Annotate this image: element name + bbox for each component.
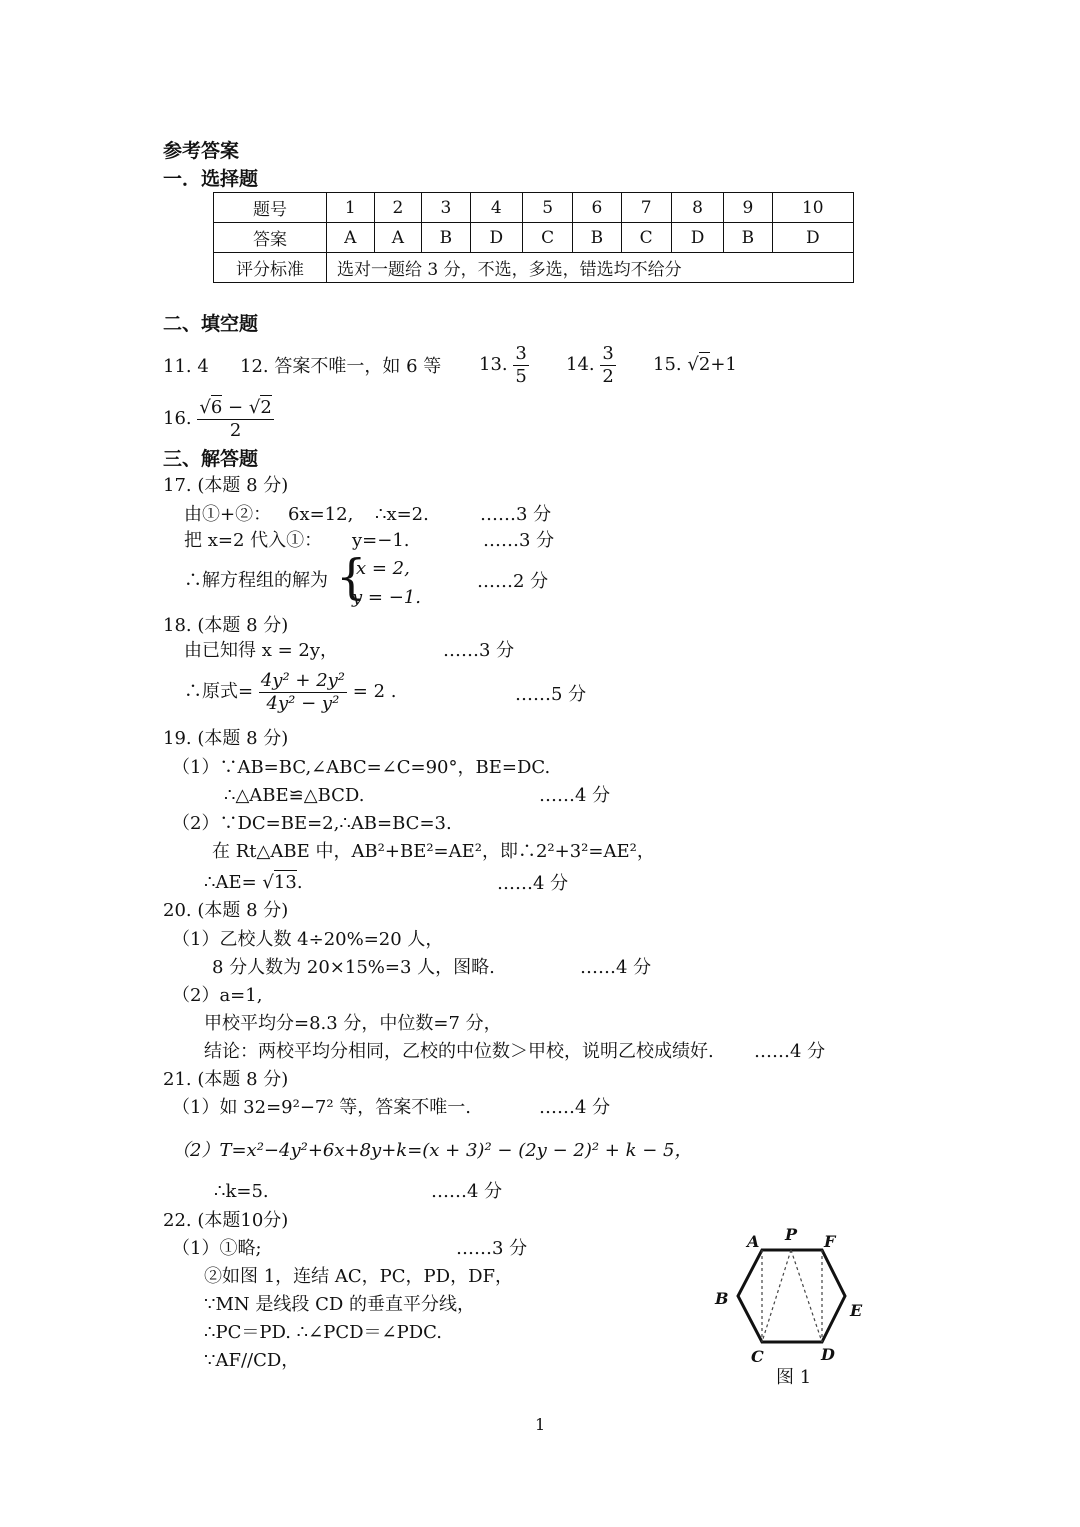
- label-a: A: [747, 1232, 760, 1251]
- page-title: 参考答案: [163, 140, 240, 162]
- question-number: 9: [724, 193, 772, 223]
- label-e: E: [850, 1301, 863, 1320]
- q22-title: 22. (本题10分): [163, 1210, 289, 1231]
- section1-heading: 一．选择题: [163, 168, 259, 190]
- question-number: 3: [422, 193, 470, 223]
- answer-cell: D: [671, 223, 723, 253]
- q19-part2-score: ……4 分: [497, 873, 569, 894]
- q18-step2-result: = 2 .: [352, 681, 397, 703]
- answer-cell: D: [772, 223, 853, 253]
- q19-part1-conclusion: ∴△ABE≌△BCD.: [224, 785, 365, 806]
- q14-denominator: 2: [602, 365, 614, 387]
- segment-pd: [791, 1250, 822, 1342]
- q19-part2-step: 在 Rt△ABE 中，AB²+BE²=AE²，即∴2²+3²=AE²，: [212, 841, 655, 862]
- q19-title: 19. (本题 8 分): [163, 728, 289, 749]
- question-number: 10: [772, 193, 853, 223]
- q22-step4: ∴PC＝PD. ∴∠PCD＝∠PDC.: [204, 1322, 443, 1343]
- q19-result-label: ∴AE=: [204, 872, 257, 893]
- q13-numerator: 3: [515, 343, 527, 364]
- q21-part2-result: ∴k=5.: [214, 1181, 269, 1202]
- q20-part2: （2）a=1,: [172, 985, 263, 1006]
- q20-title: 20. (本题 8 分): [163, 900, 289, 921]
- answer-cell: B: [422, 223, 470, 253]
- q12-answer: 12. 答案不唯一，如 6 等: [240, 356, 442, 377]
- sqrt-icon: √: [687, 354, 699, 375]
- q19-part2-result: [204, 874, 303, 892]
- q19-radicand: 13: [273, 872, 297, 893]
- q22-part1-score: ……3 分: [456, 1238, 528, 1259]
- q16-denominator: 2: [229, 419, 242, 441]
- answer-cell: C: [621, 223, 671, 253]
- q14-answer: [566, 343, 616, 387]
- q19-part1-score: ……4 分: [539, 785, 611, 806]
- q22-part1: （1）①略;: [172, 1238, 262, 1259]
- q17-step1-result: ∴x=2.: [375, 504, 429, 525]
- section3-heading: 三、解答题: [163, 448, 259, 470]
- q13-answer: [479, 343, 529, 387]
- label-b: B: [715, 1289, 729, 1308]
- q17-step2-eq: y=−1.: [352, 530, 410, 551]
- q11-answer: 11. 4: [163, 356, 209, 377]
- q17-title: 17. (本题 8 分): [163, 475, 289, 496]
- brace-icon: {: [336, 549, 367, 605]
- sqrt-icon: √: [248, 397, 261, 418]
- q18-fraction: [259, 670, 347, 714]
- q17-solution-x: x = 2,: [356, 558, 410, 579]
- q18-step1-score: ……3 分: [443, 640, 515, 661]
- q16-radicand-b: 2: [260, 397, 272, 418]
- q13-label: 13.: [479, 354, 508, 376]
- answer-cell: D: [470, 223, 522, 253]
- answer-cell: C: [523, 223, 573, 253]
- sqrt-icon: √: [199, 397, 211, 418]
- q17-step1-score: ……3 分: [480, 504, 552, 525]
- question-number: 8: [671, 193, 723, 223]
- answer-cell: B: [573, 223, 621, 253]
- sqrt-icon: √: [262, 872, 274, 893]
- answer-label: 答案: [214, 223, 327, 253]
- table-row: [214, 223, 854, 253]
- q21-title: 21. (本题 8 分): [163, 1069, 289, 1090]
- question-number: 7: [621, 193, 671, 223]
- figure-caption: 图 1: [776, 1367, 812, 1388]
- q21-part1: （1）如 32=9²−7² 等，答案不唯一.: [172, 1097, 472, 1118]
- q20-part1-step: 8 分人数为 20×15%=3 人，图略.: [212, 957, 495, 978]
- q18-denominator: 4y² − y²: [266, 692, 340, 714]
- answer-cell: A: [374, 223, 422, 253]
- q15-radicand: 2: [698, 354, 711, 375]
- q22-step5: ∵AF//CD，: [204, 1350, 300, 1371]
- criteria-text: 选对一题给 3 分，不选，多选，错选均不给分: [327, 253, 854, 283]
- table-row: [214, 253, 854, 283]
- question-number: 1: [327, 193, 375, 223]
- hexagon-outline: [738, 1250, 845, 1342]
- question-number: 4: [470, 193, 522, 223]
- q18-step2-label: ∴原式=: [184, 681, 254, 703]
- q16-fraction: [197, 397, 273, 441]
- q13-denominator: 5: [515, 365, 527, 387]
- segment-pc: [762, 1250, 791, 1342]
- q17-step2-label: 把 x=2 代入①：: [184, 530, 323, 551]
- table-header-label: 题号: [214, 193, 327, 223]
- q17-step2-score: ……3 分: [483, 530, 555, 551]
- q16-radicand-a: 6: [210, 397, 223, 418]
- question-number: 5: [523, 193, 573, 223]
- q16-minus: −: [222, 397, 249, 418]
- q16-answer: [163, 397, 274, 441]
- q21-part2-score: ……4 分: [431, 1181, 503, 1202]
- q13-fraction: [513, 343, 528, 387]
- section2-heading: 二、填空题: [163, 313, 259, 335]
- q15-label: 15.: [653, 354, 682, 375]
- answer-cell: A: [327, 223, 375, 253]
- label-f: F: [824, 1232, 836, 1251]
- q21-part2: （2）T=x²−4y²+6x+8y+k=(x + 3)² − (2y − 2)² + k − 5，: [172, 1140, 693, 1161]
- q17-step1-eq: 6x=12,: [288, 504, 354, 525]
- q18-step2-score: ……5 分: [515, 684, 587, 705]
- q20-part1-score: ……4 分: [580, 957, 652, 978]
- label-c: C: [751, 1347, 764, 1366]
- q19-part1: （1）∵AB=BC,∠ABC=∠C=90°，BE=DC.: [172, 757, 551, 778]
- hexagon-figure: [700, 1220, 880, 1370]
- q20-conclusion: 结论：两校平均分相同，乙校的中位数＞甲校，说明乙校成绩好.: [204, 1041, 714, 1062]
- answer-table: [213, 192, 854, 283]
- page-number: 1: [535, 1415, 546, 1434]
- q16-numerator: [197, 397, 273, 420]
- q18-step1: 由已知得 x = 2y，: [184, 640, 339, 661]
- q21-part1-score: ……4 分: [539, 1097, 611, 1118]
- q18-title: 18. (本题 8 分): [163, 615, 289, 636]
- q14-numerator: 3: [602, 343, 614, 364]
- answer-cell: B: [724, 223, 772, 253]
- q15-answer: [653, 356, 737, 374]
- question-number: 2: [374, 193, 422, 223]
- q18-step2: [184, 670, 396, 714]
- q16-label: 16.: [163, 408, 192, 430]
- label-d: D: [821, 1345, 835, 1364]
- q19-part2: （2）∵DC=BE=2,∴AB=BC=3.: [172, 813, 452, 834]
- q15-tail: +1: [710, 354, 737, 375]
- q22-step3: ∵MN 是线段 CD 的垂直平分线，: [204, 1294, 476, 1315]
- q17-step1-label: 由①+②：: [184, 504, 272, 525]
- label-p: P: [785, 1225, 798, 1244]
- q20-part1: （1）乙校人数 4÷20%=20 人，: [172, 929, 444, 950]
- q17-step3-label: ∴解方程组的解为: [184, 570, 328, 591]
- q17-solution-y: y = −1.: [352, 587, 421, 608]
- q14-label: 14.: [566, 354, 595, 376]
- q14-fraction: [600, 343, 615, 387]
- table-row: [214, 193, 854, 223]
- q20-part2-step: 甲校平均分=8.3 分，中位数=7 分，: [204, 1013, 502, 1034]
- criteria-label: 评分标准: [214, 253, 327, 283]
- q19-result-end: .: [296, 872, 303, 893]
- q18-numerator: 4y² + 2y²: [260, 670, 346, 691]
- q20-conclusion-score: ……4 分: [754, 1041, 826, 1062]
- q17-step3-score: ……2 分: [477, 571, 549, 592]
- q22-step2: ②如图 1，连结 AC，PC，PD，DF，: [204, 1266, 514, 1287]
- question-number: 6: [573, 193, 621, 223]
